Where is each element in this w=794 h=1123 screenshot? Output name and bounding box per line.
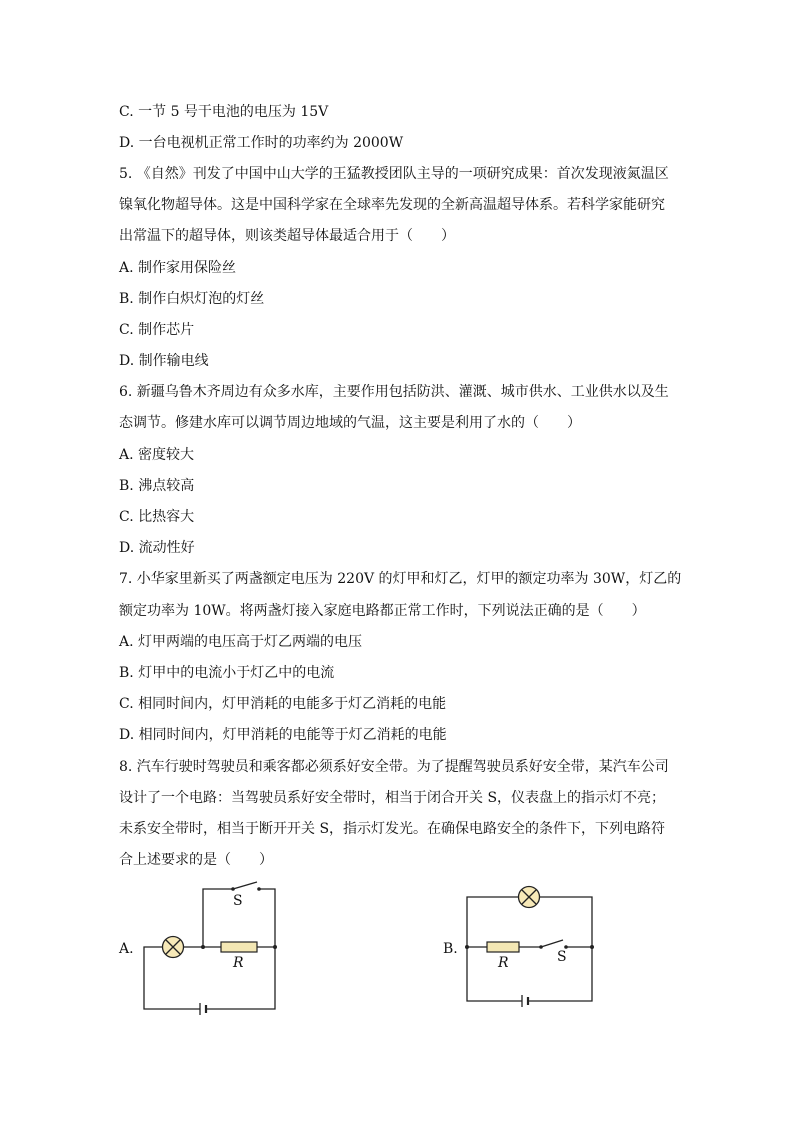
option-b-label: B. [443, 941, 458, 957]
text-line: 镍氧化物超导体。这是中国科学家在全球率先发现的全新高温超导体系。若科学家能研究 [119, 197, 665, 213]
resistor-icon [487, 942, 519, 952]
text-line: 设计了一个电路：当驾驶员系好安全带时，相当于闭合开关 S，仪表盘上的指示灯不亮； [119, 790, 666, 806]
text-line: C. 制作芯片 [119, 322, 195, 338]
text-line: D. 制作输电线 [119, 353, 209, 369]
text-line: 合上述要求的是（ ） [119, 852, 273, 868]
text-line: B. 沸点较高 [119, 478, 195, 494]
text-line: 未系安全带时，相当于断开开关 S，指示灯发光。在确保电路安全的条件下，下列电路符 [119, 821, 666, 837]
text-line: 5. 《自然》刊发了中国中山大学的王猛教授团队主导的一项研究成果：首次发现液氮温区 [119, 166, 669, 182]
resistor-label: R [498, 955, 509, 971]
text-line: B. 灯甲中的电流小于灯乙中的电流 [119, 665, 335, 681]
text-line: 7. 小华家里新买了两盏额定电压为 220V 的灯甲和灯乙，灯甲的额定功率为 30W，灯乙的 [119, 571, 682, 587]
text-line: A. 密度较大 [119, 447, 195, 463]
lamp-icon [519, 887, 540, 908]
text-line: D. 一台电视机正常工作时的功率约为 2000W [119, 135, 404, 151]
switch-blade [541, 940, 563, 947]
text-line: 6. 新疆乌鲁木齐周边有众多水库，主要作用包括防洪、灌溉、城市供水、工业供水以及生 [119, 384, 669, 400]
text-line: C. 比热容大 [119, 509, 195, 525]
junction-dot [273, 945, 277, 949]
switch-blade [233, 882, 257, 889]
text-line: C. 一节 5 号干电池的电压为 15V [119, 104, 329, 120]
switch-contact [539, 945, 543, 949]
text-line: 态调节。修建水库可以调节周边地域的气温，这主要是利用了水的（ ） [119, 415, 581, 431]
option-a-label: A. [119, 941, 134, 957]
junction-dot [201, 945, 205, 949]
text-line: 8. 汽车行驶时驾驶员和乘客都必须系好安全带。为了提醒驾驶员系好安全带，某汽车公司 [119, 759, 669, 775]
text-line: D. 相同时间内，灯甲消耗的电能等于灯乙消耗的电能 [119, 727, 447, 743]
switch-label: S [557, 949, 567, 965]
switch-label: S [233, 893, 243, 909]
junction-dot [465, 945, 469, 949]
switch-contact [257, 887, 261, 891]
text-line: 额定功率为 10W。将两盏灯接入家庭电路都正常工作时，下列说法正确的是（ ） [119, 603, 646, 619]
lamp-icon [163, 937, 184, 958]
text-line: A. 制作家用保险丝 [119, 260, 237, 276]
switch-contact [231, 887, 235, 891]
resistor-icon [221, 942, 257, 952]
junction-dot [590, 945, 594, 949]
text-line: 出常温下的超导体，则该类超导体最适合用于（ ） [119, 228, 455, 244]
resistor-label: R [233, 955, 244, 971]
text-line: C. 相同时间内，灯甲消耗的电能多于灯乙消耗的电能 [119, 696, 447, 712]
text-line: B. 制作白炽灯泡的灯丝 [119, 291, 265, 307]
text-line: A. 灯甲两端的电压高于灯乙两端的电压 [119, 634, 363, 650]
text-line: D. 流动性好 [119, 540, 195, 556]
